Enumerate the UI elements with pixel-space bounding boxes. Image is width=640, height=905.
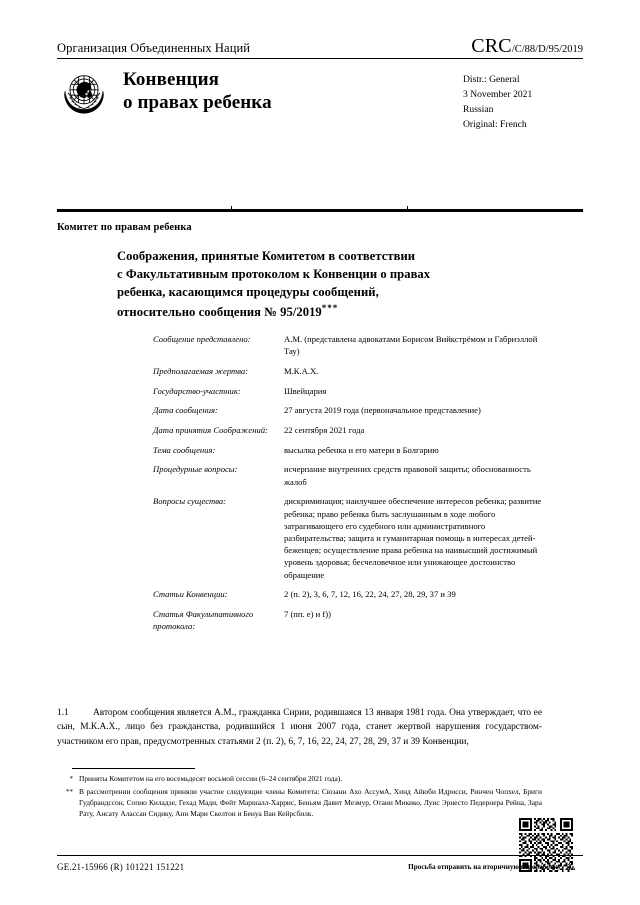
footer-divider xyxy=(57,855,583,856)
original-language: Original: French xyxy=(463,118,527,130)
page-title-line1: Соображения, принятые Комитетом в соответствии xyxy=(117,249,416,263)
convention-title-line2: о правах ребенка xyxy=(123,92,272,114)
meta-value: 7 (пп. e) и f)) xyxy=(284,608,331,619)
footnote-text: Приняты Комитетом на его восемьдесят восьмой сессии (6–24 сентября 2021 года). xyxy=(79,774,343,783)
meta-value: исчерпание внутренних средств правовой защиты; обоснованность жалоб xyxy=(284,464,531,487)
meta-value: дискриминация; наилучшее обеспечение интересов ребенка; развитие ребенка; право ребенка быть заслушанным в ходе любого затрагивающего его судебного или административного разбирательства; защита и гуманитарная помощь в интересах детей-беженцев; осуществление права ребенка на наивысший достижимый уровень здоровья; бесчеловечное или унижающее достоинство обращение xyxy=(284,496,542,580)
case-metadata-table xyxy=(153,333,548,640)
recycle-icon xyxy=(564,860,577,873)
table-row xyxy=(153,424,548,436)
section-divider xyxy=(57,209,583,213)
meta-label: Статья Факультативного протокола: xyxy=(153,608,254,632)
masthead-top-row xyxy=(57,36,583,58)
distribution: Distr.: General xyxy=(463,74,520,85)
job-number: GE.21-15966 (R) 101221 151221 xyxy=(57,861,185,872)
section-divider-bar xyxy=(57,209,583,212)
issue-date: 3 November 2021 xyxy=(463,88,533,100)
paragraph-text: Автором сообщения является А.М., гражданка Сирии, родившаяся 13 января 1981 года. Она утверждает, что ее сын, М.К.А.Х., лицо без гражданства, родившийся 1 июня 2007 года, станет жертвой нарушения государством-участником его прав, предусмотренных статьями 2 (п. 2), 6, 7, 16, 22, 24, 27, 28, 29, 37 и 39 Конвенции, xyxy=(57,708,542,747)
body-paragraph xyxy=(57,706,542,749)
page-title-line2: с Факультативным протоколом к Конвенции о правах xyxy=(117,266,431,281)
page-title-line4 xyxy=(117,302,537,322)
page-title xyxy=(117,248,537,322)
section-divider-tick-right xyxy=(407,206,408,209)
meta-label: Вопросы существа: xyxy=(153,496,227,507)
table-row xyxy=(153,404,548,416)
document-symbol-main: CRC xyxy=(471,35,512,57)
footnote-mark: * xyxy=(69,775,73,783)
meta-label: Статьи Конвенции: xyxy=(153,589,228,600)
masthead-rule xyxy=(57,58,583,59)
meta-label: Государство-участник: xyxy=(153,385,241,396)
masthead-body xyxy=(57,65,583,132)
language: Russian xyxy=(463,103,494,115)
meta-label: Тема сообщения: xyxy=(153,444,216,455)
distribution-block xyxy=(463,65,583,132)
meta-label: Дата принятия Соображений: xyxy=(153,425,268,436)
organization-name: Организация Объединенных Наций xyxy=(57,41,251,56)
title-footnote-marks: *** xyxy=(321,302,339,313)
table-row xyxy=(153,588,548,600)
footnotes xyxy=(57,774,542,822)
un-emblem-icon xyxy=(57,66,111,120)
meta-label: Дата сообщения: xyxy=(153,405,218,416)
meta-value: Швейцария xyxy=(284,385,327,396)
table-row xyxy=(153,333,548,357)
meta-value: 27 августа 2019 года (первоначальное представление) xyxy=(284,405,481,416)
table-row xyxy=(153,495,548,580)
recycle-notice-text: Просьба отправить на вторичную переработку xyxy=(408,862,561,871)
section-divider-tick-left xyxy=(231,206,232,209)
footnote-separator xyxy=(72,768,195,769)
masthead-left xyxy=(57,65,272,120)
paragraph-number: 1.1 xyxy=(57,708,69,718)
footnote-mark: ** xyxy=(66,787,73,796)
table-row xyxy=(153,385,548,397)
meta-value: А.М. (представлена адвокатами Борисом Вийкстрёмом и Габриэллой Тау) xyxy=(284,334,538,357)
meta-label: Сообщение представлено: xyxy=(153,334,251,344)
meta-label: Процедурные вопросы: xyxy=(153,464,238,475)
document-symbol xyxy=(471,36,583,56)
footnote xyxy=(57,787,542,820)
footnote-text: В рассмотрении сообщения приняли участие следующие члены Комитета: Сюзанн Ахо АссумA, Хинд Айюби Идрисси, Ринчен Чопхел, Бриги Гудбрандссон, Сопио Киладзе, Гехад Мади, Фейт Маршалл-Харрис, Беньям Давит Мезмур, Отани Микико, Луис Эрнесто Педернера Рейна, Зара Рату, Ансату Алассан Сидику, Анн Мари Скелтон и Бенуа Ван Кейрсбилк. xyxy=(79,786,542,818)
committee-name: Комитет по правам ребенка xyxy=(57,222,192,233)
footer xyxy=(57,860,583,873)
convention-title-line1: Конвенция xyxy=(123,69,219,90)
meta-value: высылка ребенка и его матери в Болгарию xyxy=(284,444,439,455)
meta-value: М.К.А.Х. xyxy=(284,365,319,376)
document-symbol-suffix: /C/88/D/95/2019 xyxy=(511,44,583,55)
footnote xyxy=(57,774,542,785)
meta-value: 2 (п. 2), 3, 6, 7, 12, 16, 22, 24, 27, 28, 29, 37 и 39 xyxy=(284,589,456,600)
table-row xyxy=(153,608,548,632)
page-title-line4-text: относительно сообщения № 95/2019 xyxy=(117,304,322,319)
table-row xyxy=(153,444,548,456)
meta-label: Предполагаемая жертва: xyxy=(153,365,249,376)
masthead xyxy=(57,36,583,132)
page-title-line3: ребенка, касающимся процедуры сообщений, xyxy=(117,284,379,299)
meta-value: 22 сентября 2021 года xyxy=(284,425,365,436)
convention-title xyxy=(123,65,272,114)
table-row xyxy=(153,365,548,377)
recycle-notice xyxy=(408,860,577,873)
table-row xyxy=(153,463,548,487)
